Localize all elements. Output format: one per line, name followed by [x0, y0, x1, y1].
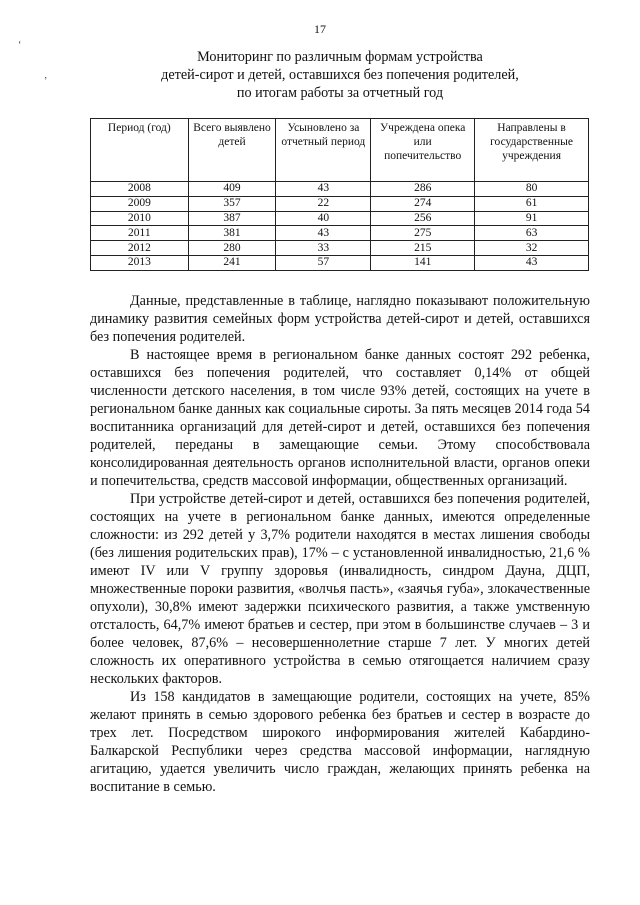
- paragraph: В настоящее время в региональном банке данных состоят 292 ребенка, оставшихся без попечения родителей, что составляет 0,14% от общей численности детского населения, в том числе 93% детей, состоящих на учете в региональном банке данных как социальные сироты. За пять месяцев 2014 года 54 воспитанника организаций для детей-сирот и детей, оставшихся без попечения родителей, переданы в замещающие семьи. Этому способствовала консолидированная деятельность органов исполнительной власти, органов опеки и попечительства, средств массовой информации, общественных организаций.: [90, 347, 590, 489]
- cell-guardianship: 286: [371, 182, 475, 197]
- title-line: детей-сирот и детей, оставшихся без попечения родителей,: [161, 67, 519, 83]
- cell-institutions: 32: [475, 241, 589, 256]
- table-header-row: [91, 119, 589, 182]
- header-state-institutions: Направлены в государственные учреждения: [475, 119, 589, 182]
- cell-adopted: 57: [276, 255, 371, 270]
- cell-adopted: 22: [276, 196, 371, 211]
- cell-institutions: 61: [475, 196, 589, 211]
- header-period: Период (год): [91, 119, 189, 182]
- cell-adopted: 33: [276, 241, 371, 256]
- header-adopted: Усыновлено за отчетный период: [276, 119, 371, 182]
- table-row: [91, 182, 589, 197]
- cell-total: 381: [188, 226, 276, 241]
- header-total-identified: Всего выявлено детей: [188, 119, 276, 182]
- cell-adopted: 40: [276, 211, 371, 226]
- cell-guardianship: 275: [371, 226, 475, 241]
- cell-guardianship: 274: [371, 196, 475, 211]
- cell-institutions: 91: [475, 211, 589, 226]
- paragraph: При устройстве детей-сирот и детей, оставшихся без попечения родителей, состоящих на учете в региональном банке данных, имеются определенные сложности: из 292 детей у 3,7% родители находятся в местах лишения свободы (без лишения родительских прав), 17% – с установленной инвалидностью, 21,6 % имеют IV или V группу здоровья (инвалидность, синдром Дауна, ДЦП, множественные пороки развития, «волчья пасть», «заячья губа», злокачественные опухоли), 30,8% имеют задержки психического развития, а также умственную отсталость, 64,7% имеют братьев и сестер, при этом в большинстве случаев – 3 и более человек, 87,6% – несовершеннолетние старше 7 лет. У многих детей сложность их оперативного устройства в семью отягощается наличием сразу нескольких факторов.: [90, 491, 590, 687]
- cell-adopted: 43: [276, 226, 371, 241]
- header-guardianship: Учреждена опека или попечительство: [371, 119, 475, 182]
- paragraph: Из 158 кандидатов в замещающие родители, состоящих на учете, 85% желают принять в семью здорового ребенка без братьев и сестер в возрасте до трех лет. Посредством широкого информирования жителей Кабардино-Балкарской Республики через средства массовой информации, наглядную агитацию, удается увеличить число граждан, желающих принять ребенка на воспитание в семью.: [90, 689, 590, 795]
- cell-year: 2008: [91, 182, 189, 197]
- paragraph: Данные, представленные в таблице, наглядно показывают положительную динамику развития семейных форм устройства детей-сирот и детей, оставшихся без попечения родителей.: [90, 293, 590, 345]
- cell-year: 2010: [91, 211, 189, 226]
- cell-year: 2011: [91, 226, 189, 241]
- title-line: по итогам работы за отчетный год: [236, 85, 444, 101]
- margin-mark: ‘: [18, 40, 22, 51]
- cell-total: 280: [188, 241, 276, 256]
- cell-institutions: 63: [475, 226, 589, 241]
- cell-guardianship: 256: [371, 211, 475, 226]
- title-line: Мониторинг по различным формам устройства: [197, 49, 483, 65]
- cell-year: 2012: [91, 241, 189, 256]
- document-title: [90, 48, 590, 102]
- cell-guardianship: 141: [371, 255, 475, 270]
- table-row: [91, 255, 589, 270]
- cell-institutions: 43: [475, 255, 589, 270]
- cell-guardianship: 215: [371, 241, 475, 256]
- cell-adopted: 43: [276, 182, 371, 197]
- cell-institutions: 80: [475, 182, 589, 197]
- table-row: [91, 196, 589, 211]
- cell-total: 409: [188, 182, 276, 197]
- cell-total: 241: [188, 255, 276, 270]
- cell-year: 2013: [91, 255, 189, 270]
- document-body: [90, 292, 590, 796]
- table-row: [91, 211, 589, 226]
- cell-total: 357: [188, 196, 276, 211]
- page-number: 17: [314, 22, 326, 36]
- cell-year: 2009: [91, 196, 189, 211]
- table-row: [91, 241, 589, 256]
- margin-mark: ’: [44, 76, 48, 87]
- cell-total: 387: [188, 211, 276, 226]
- table-row: [91, 226, 589, 241]
- monitoring-table: [90, 118, 589, 271]
